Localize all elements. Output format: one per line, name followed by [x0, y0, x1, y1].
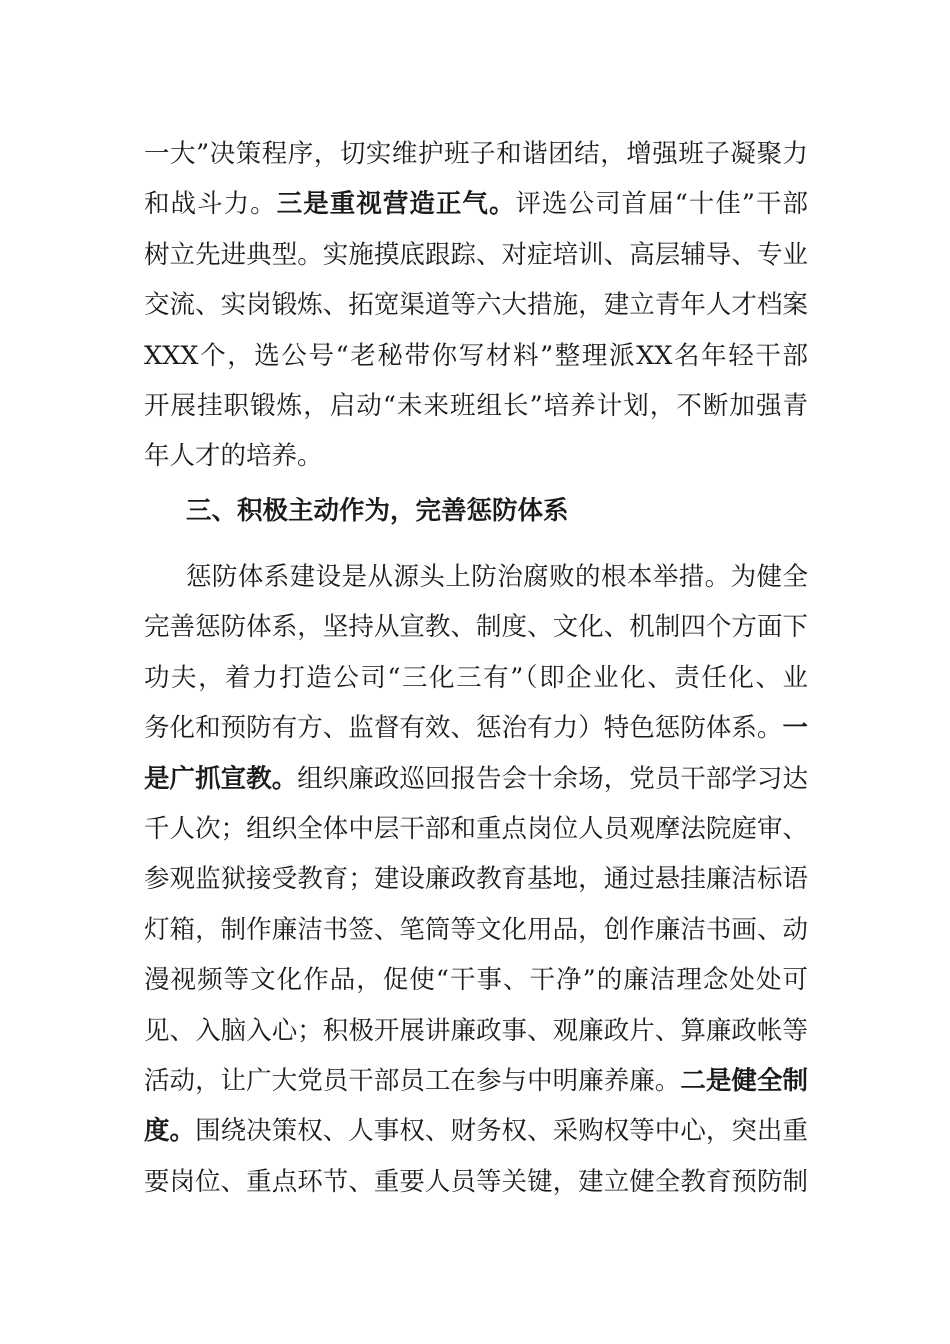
- text-run: 漫视频等文化作品，促使“干事、干净”的廉洁理念处处可: [144, 965, 808, 995]
- text-line: [144, 1165, 808, 1199]
- text-line: [144, 862, 808, 896]
- text-line: [186, 560, 808, 594]
- text-line: [144, 812, 808, 846]
- text-run: 围绕决策权、人事权、财务权、采购权等中心，突出重: [195, 1116, 808, 1146]
- text-run: 开展挂职锻炼，启动“未来班组长”培养计划，不断加强青: [144, 391, 808, 421]
- text-run: 和战斗力。: [144, 189, 277, 219]
- text-line: [144, 1064, 808, 1098]
- text-line: [144, 389, 808, 423]
- text-line: [144, 238, 808, 272]
- bold-phrase: 三是重视营造正气。: [276, 189, 516, 219]
- text-run: XXX个，选公号“老秘带你写材料”整理派XX名年轻干部: [144, 341, 808, 371]
- text-run: 灯箱，制作廉洁书签、笔筒等文化用品，创作廉洁书画、动: [144, 915, 808, 945]
- bold-phrase: 是广抓宣教。: [144, 764, 298, 794]
- text-line: [144, 439, 808, 473]
- section-heading: 三、积极主动作为，完善惩防体系: [186, 496, 569, 526]
- text-run: 交流、实岗锻炼、拓宽渠道等六大措施，建立青年人才档案: [144, 290, 808, 320]
- text-line: [144, 610, 808, 644]
- text-line: [144, 339, 808, 373]
- text-line: [144, 661, 808, 695]
- text-run: 组织廉政巡回报告会十余场，党员干部学习达: [297, 764, 808, 794]
- text-run: 惩防体系建设是从源头上防治腐败的根本举措。为健全: [186, 562, 808, 592]
- text-line: [144, 711, 808, 745]
- bold-phrase: 度。: [144, 1116, 196, 1146]
- text-run: 千人次；组织全体中层干部和重点岗位人员观摩法院庭审、: [144, 814, 808, 844]
- text-line: [144, 913, 808, 947]
- text-run: 年人才的培养。: [144, 441, 323, 471]
- text-run: 见、入脑入心；积极开展讲廉政事、观廉政片、算廉政帐等: [144, 1016, 808, 1046]
- text-run: 一大”决策程序，切实维护班子和谐团结，增强班子凝聚力: [144, 139, 808, 169]
- text-line: [144, 187, 808, 221]
- text-run: 功夫，着力打造公司“三化三有”（即企业化、责任化、业: [144, 663, 808, 693]
- text-line: [144, 137, 808, 171]
- text-run: 活动，让广大党员干部员工在参与中明廉养廉。: [144, 1066, 681, 1096]
- text-line: [144, 762, 808, 796]
- bold-phrase: 一: [782, 713, 808, 743]
- text-line: [144, 1114, 808, 1148]
- bold-phrase: 二是健全制: [680, 1066, 808, 1096]
- text-line: [144, 288, 808, 322]
- text-run: 树立先进典型。实施摸底跟踪、对症培训、高层辅导、专业: [144, 240, 808, 270]
- text-line: [144, 963, 808, 997]
- text-run: 评选公司首届“十佳”干部: [515, 189, 808, 219]
- text-run: 完善惩防体系，坚持从宣教、制度、文化、机制四个方面下: [144, 612, 808, 642]
- text-run: 参观监狱接受教育；建设廉政教育基地，通过悬挂廉洁标语: [144, 864, 808, 894]
- text-run: 务化和预防有方、监督有效、惩治有力）特色惩防体系。: [144, 713, 783, 743]
- text-line: [144, 1014, 808, 1048]
- text-run: 要岗位、重点环节、重要人员等关键，建立健全教育预防制: [144, 1167, 808, 1197]
